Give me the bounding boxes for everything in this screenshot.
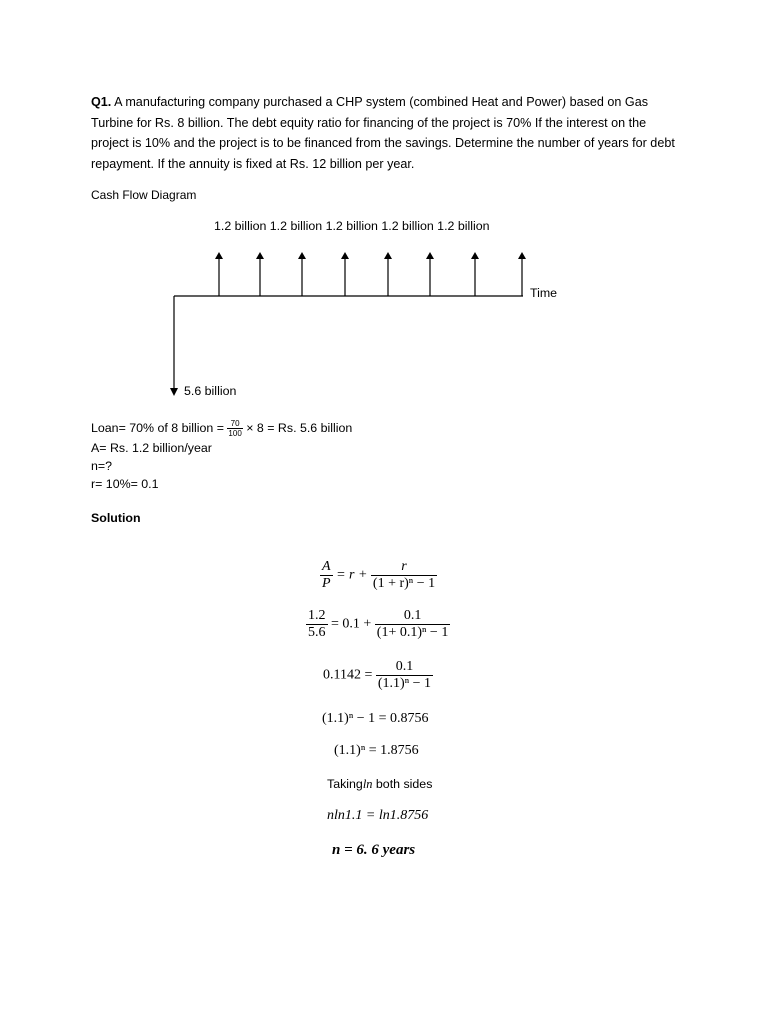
inflow-arrowhead-3 (298, 252, 306, 259)
inflow-arrowhead-1 (215, 252, 223, 259)
cashflow-top-label: 1.2 billion 1.2 billion 1.2 billion 1.2 billion 1.2 billion (214, 219, 490, 233)
taking-word: Taking (327, 777, 363, 791)
equation-annuity-formula (320, 559, 437, 592)
cash-flow-diagram (0, 0, 768, 420)
inflow-arrowhead-6 (426, 252, 434, 259)
question-body: A manufacturing company purchased a CHP system (combined Heat and Power) based on Gas Turbine for Rs. 8 billion. The debt equity ratio for financing of the project is 70% If the interest on the project is 10% and the project is to be financed from the savings. Determine the number of years for debt repayment. If the annuity is fixed at Rs. 12 billion per year. (91, 95, 675, 171)
eq2-num-right: 0.1 (375, 608, 451, 625)
inflow-arrowhead-7 (471, 252, 479, 259)
loan-suffix: × 8 = Rs. 5.6 billion (246, 421, 353, 435)
annuity-line: A= Rs. 1.2 billion/year (91, 441, 212, 455)
loan-prefix: Loan= 70% of 8 billion = (91, 421, 224, 435)
eq2-den-left: 5.6 (308, 625, 326, 640)
loan-fraction (227, 419, 242, 438)
question-label: Q1. (91, 95, 112, 109)
eq1-num-left: A (322, 559, 331, 574)
eq2-left-fraction (306, 608, 328, 641)
solution-heading: Solution (91, 511, 141, 525)
eq1-middle: = r + (336, 567, 368, 583)
inflow-arrowhead-8 (518, 252, 526, 259)
inflow-arrowhead-2 (256, 252, 264, 259)
eq1-right-fraction (371, 559, 437, 592)
taking-ln: ln (362, 777, 373, 791)
eq1-left-fraction (320, 559, 333, 592)
taking-rest: both sides (372, 777, 433, 791)
taking-ln-text (327, 777, 432, 792)
eq1-den-right: (1 + r)ⁿ − 1 (372, 576, 436, 591)
eq3-left: 0.1142 = (323, 667, 373, 683)
loan-frac-den: 100 (228, 429, 242, 439)
eq2-num-left: 1.2 (308, 608, 326, 623)
cashflow-bottom-label: 5.6 billion (184, 384, 237, 398)
final-result: n = 6. 6 years (332, 842, 416, 858)
rate-line: r= 10%= 0.1 (91, 477, 159, 491)
eq3-fraction (376, 659, 433, 692)
n-line: n=? (91, 459, 113, 473)
equation-substituted (306, 608, 450, 641)
eq1-den-left: P (322, 576, 331, 591)
outflow-arrowhead (170, 388, 178, 396)
eq2-den-right: (1+ 0.1)ⁿ − 1 (376, 625, 449, 640)
equation-simplified (323, 659, 433, 692)
diagram-title: Cash Flow Diagram (91, 188, 197, 202)
inflow-arrowhead-5 (384, 252, 392, 259)
eq3-den: (1.1)ⁿ − 1 (377, 676, 432, 691)
eq2-right-fraction (375, 608, 451, 641)
eq1-num-right: r (371, 559, 437, 576)
equation-power: (1.1)ⁿ = 1.8756 (334, 743, 419, 758)
time-axis-label: Time (530, 286, 558, 300)
eq3-num: 0.1 (376, 659, 433, 676)
eq2-middle: = 0.1 + (331, 616, 372, 632)
inflow-arrowhead-4 (341, 252, 349, 259)
equation-rearranged: (1.1)ⁿ − 1 = 0.8756 (322, 711, 429, 726)
loan-frac-num: 70 (227, 419, 242, 429)
loan-line (91, 414, 352, 442)
equation-log: nln1.1 = ln1.8756 (327, 808, 429, 823)
